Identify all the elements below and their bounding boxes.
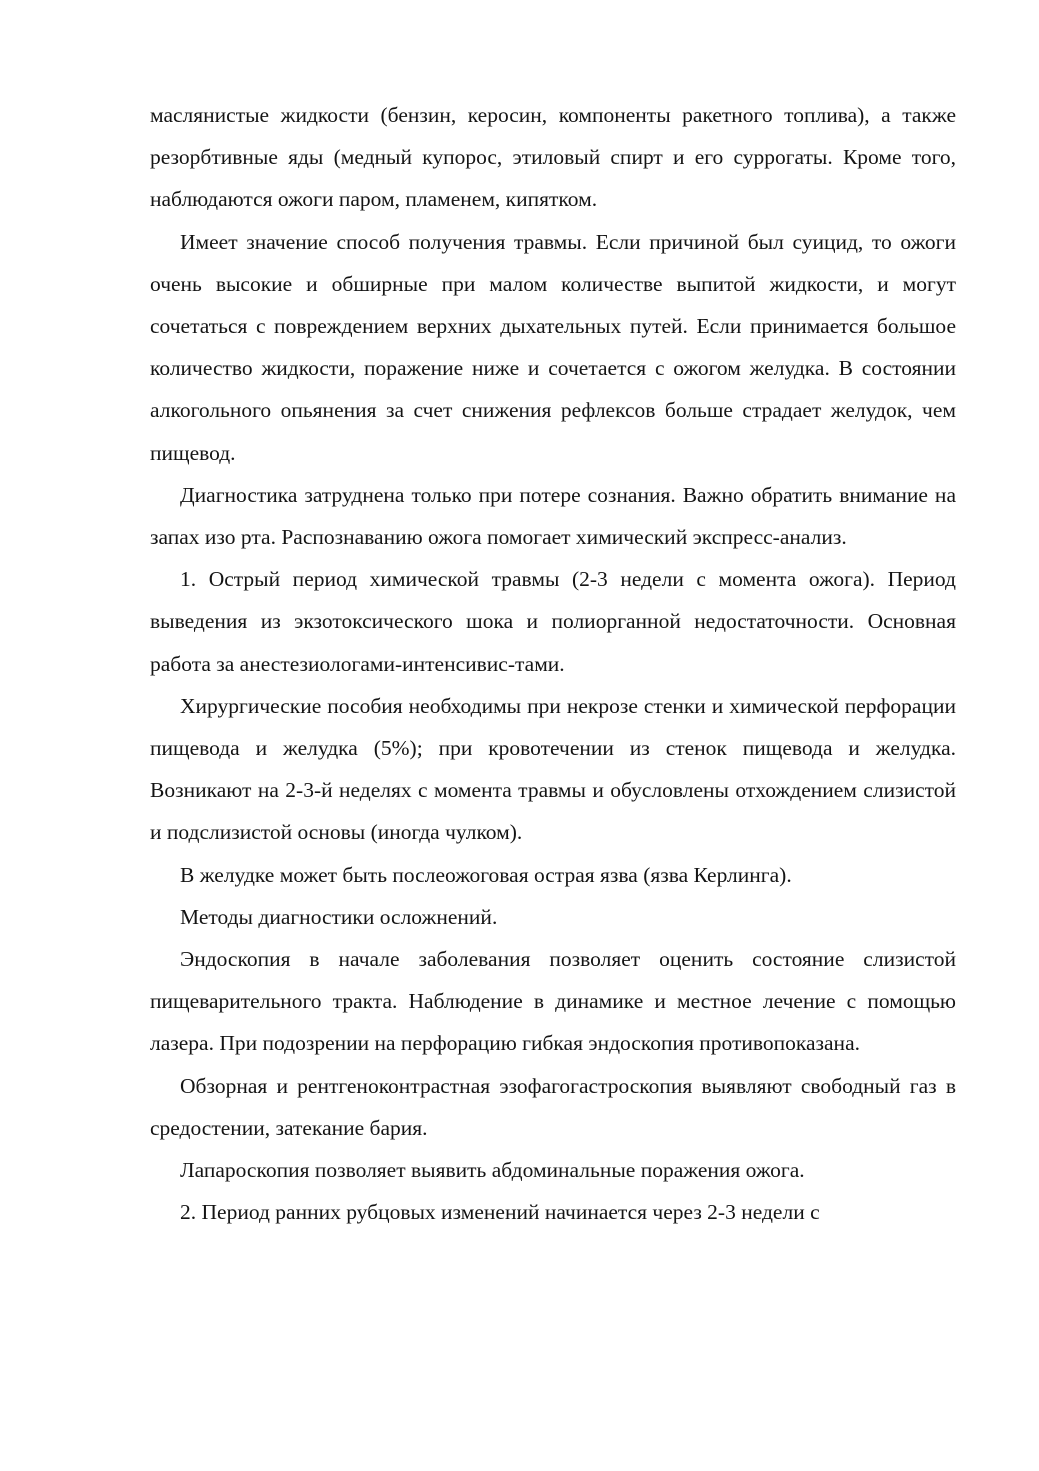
document-page: [150, 94, 956, 1233]
paragraph-radiography: Обзорная и рентгеноконтрастная эзофагогастроскопия выявляют свободный газ в средостении, затекание бария.: [150, 1073, 956, 1140]
paragraph-laparoscopy: Лапароскопия позволяет выявить абдоминальные поражения ожога.: [180, 1158, 805, 1183]
paragraph-surgical-aid: Хирургические пособия необходимы при некрозе стенки и химической перфорации пищевода и желудка (5%); при кровотечении из стенок пищевода и желудка. Возникают на 2-3-й неделях с момента травмы и обусловлены отхождением слизистой и подслизистой основы (иногда чулком).: [150, 693, 956, 845]
paragraph-scar-period: 2. Период ранних рубцовых изменений начинается через 2-3 недели с: [180, 1200, 820, 1225]
paragraph-continuation: маслянистые жидкости (бензин, керосин, компоненты ракетного топлива), а также резорбтивные яды (медный купорос, этиловый спирт и его суррогаты. Кроме того, наблюдаются ожоги паром, пламенем, кипятком.: [150, 103, 956, 212]
paragraph-complication-methods: Методы диагностики осложнений.: [180, 904, 498, 929]
paragraph-diagnostics: Диагностика затруднена только при потере сознания. Важно обратить внимание на запах изо рта. Распознаванию ожога помогает химический экспресс-анализ.: [150, 482, 956, 550]
paragraph-endoscopy: Эндоскопия в начале заболевания позволяет оценить состояние слизистой пищеварительного тракта. Наблюдение в динамике и местное лечение с помощью лазера. При подозрении на перфорацию гибкая эндоскопия противопоказана.: [150, 947, 956, 1056]
paragraph-stomach-ulcer: В желудке может быть послеожоговая острая язва (язва Керлинга).: [180, 862, 792, 887]
paragraph-acute-period: 1. Острый период химической травмы (2-3 недели с момента ожога). Период выведения из экзотоксического шока и полиорганной недостаточности. Основная работа за анестезиологами-интенсивис-тами.: [150, 567, 956, 676]
paragraph-injury-method: Имеет значение способ получения травмы. Если причиной был суицид, то ожоги очень высокие и обширные при малом количестве выпитой жидкости, и могут сочетаться с повреждением верхних дыхательных путей. Если принимается большое количество жидкости, поражение ниже и сочетается с ожогом желудка. В состоянии алкогольного опьянения за счет снижения рефлексов больше страдает желудок, чем пищевод.: [150, 229, 956, 465]
